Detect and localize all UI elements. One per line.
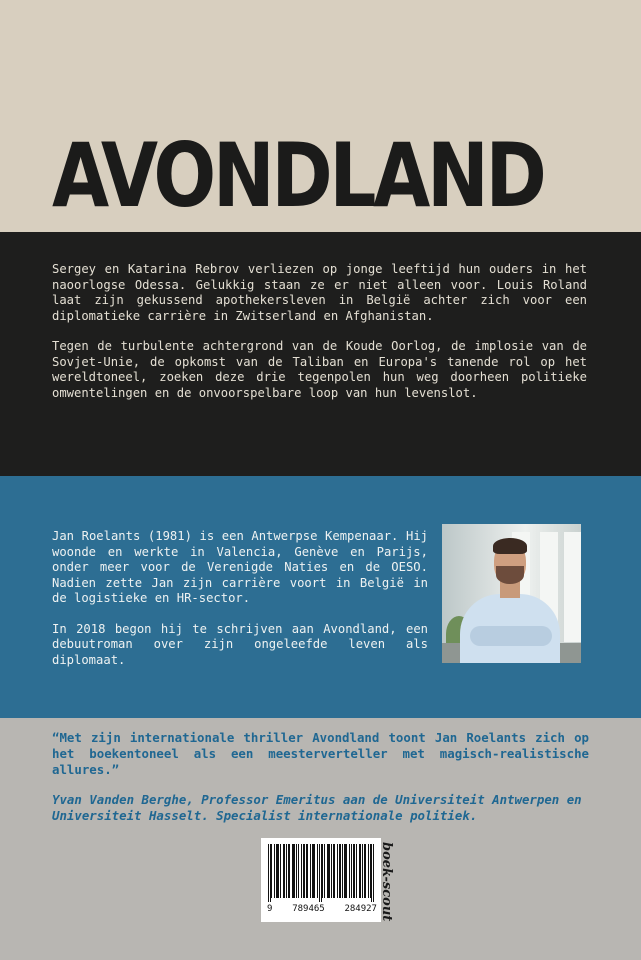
barcode-bar	[304, 844, 305, 898]
barcode-bar	[286, 844, 287, 898]
barcode-bar	[294, 844, 295, 898]
barcode-bar	[329, 844, 330, 898]
barcode-bar	[368, 844, 369, 898]
barcode-bar	[274, 844, 275, 898]
barcode-bar	[298, 844, 299, 898]
barcode-bar	[351, 844, 352, 898]
barcode-bar	[278, 844, 279, 898]
endorsement-quote: “Met zijn internationale thriller Avondland toont Jan Roelants zich op het boekentoneel als een meesterverteller met magisch-realistische allures.”	[52, 730, 589, 777]
isbn-digits	[267, 904, 377, 914]
isbn-digit-group: 789465	[292, 904, 325, 914]
barcode-bar	[359, 844, 360, 898]
barcode-bar	[321, 844, 322, 902]
isbn-digit-group: 284927	[344, 904, 377, 914]
barcode-bar	[270, 844, 271, 902]
summary-paragraph: Sergey en Katarina Rebrov verliezen op jonge leeftijd hun ouders in het naoorlogse Odessa. Gelukkig staan ze er niet alleen voor. Louis Roland laat zijn gekussend apothekersleven in België achter zich voor een diplomatieke carrière in Zwitserland en Afghanistan.	[52, 262, 587, 323]
barcode-bar	[310, 844, 311, 898]
barcode-bar	[340, 844, 341, 898]
barcode-bar	[313, 844, 314, 898]
barcode-bar	[324, 844, 325, 898]
barcode-bar	[293, 844, 294, 898]
isbn-digit-group: 9	[267, 904, 273, 914]
barcode-bar	[349, 844, 350, 898]
barcode-bar	[277, 844, 278, 898]
author-bio-paragraph: Jan Roelants (1981) is een Antwerpse Kempenaar. Hij woonde en werkte in Valencia, Genève en Parijs, onder meer voor de Verenigde Naties en de OESO. Nadien zette Jan zijn carrière voort in België in de logistieke en HR-sector.	[52, 529, 428, 605]
barcode-bar	[337, 844, 338, 898]
publisher-name: boek-scout	[379, 842, 394, 922]
book-summary	[52, 262, 587, 416]
barcode-bars	[267, 844, 375, 902]
barcode-bar	[373, 844, 374, 902]
barcode-bar	[327, 844, 328, 898]
summary-paragraph: Tegen de turbulente achtergrond van de Koude Oorlog, de implosie van de Sovjet-Unie, de opkomst van de Taliban en Europa's tanende rol op het wereldtoneel, zoeken deze drie tegenpolen hun weg doorheen politieke omwentelingen en de onvoorspelbare loop van hun levenslot.	[52, 339, 587, 400]
barcode-bar	[284, 844, 285, 898]
barcode-bar	[314, 844, 315, 898]
barcode-bar	[328, 844, 329, 898]
barcode-bar	[362, 844, 363, 898]
barcode-bar	[319, 844, 320, 902]
barcode-bar	[342, 844, 343, 898]
barcode-bar	[296, 844, 297, 898]
publisher-logo	[379, 842, 404, 922]
barcode-bar	[306, 844, 307, 898]
author-bio-paragraph: In 2018 begon hij te schrijven aan Avondland, een debuutroman over zijn ongeleefde leven als diplomaat.	[52, 621, 428, 667]
barcode-bar	[322, 844, 323, 898]
barcode-bar	[288, 844, 289, 898]
barcode-bar	[353, 844, 354, 898]
author-photo	[442, 524, 581, 663]
barcode-bar	[370, 844, 371, 898]
barcode-bar	[339, 844, 340, 898]
barcode-bar	[334, 844, 335, 898]
book-title: AVONDLAND	[52, 124, 544, 227]
barcode-bar	[276, 844, 277, 898]
barcode-bar	[307, 844, 308, 898]
barcode-bar	[345, 844, 346, 898]
barcode-bar	[365, 844, 366, 898]
barcode-bar	[317, 844, 318, 898]
endorsement-attribution: Yvan Vanden Berghe, Professor Emeritus aan de Universiteit Antwerpen en Universiteit Hasselt. Specialist internationale politiek.	[52, 792, 582, 823]
barcode-bar	[303, 844, 304, 898]
barcode-bar	[333, 844, 334, 898]
barcode-bar	[364, 844, 365, 898]
barcode-bar	[346, 844, 347, 898]
barcode-bar	[356, 844, 357, 898]
barcode-bar	[292, 844, 293, 898]
barcode-bar	[344, 844, 345, 898]
barcode-bar	[280, 844, 281, 898]
barcode-bar	[289, 844, 290, 898]
isbn-barcode	[261, 838, 381, 922]
barcode-bar	[301, 844, 302, 898]
barcode-bar	[268, 844, 269, 902]
barcode-bar	[283, 844, 284, 898]
barcode-bar	[271, 844, 272, 898]
author-bio	[52, 529, 428, 683]
barcode-bar	[371, 844, 372, 902]
barcode-bar	[360, 844, 361, 898]
barcode-bar	[312, 844, 313, 898]
barcode-bar	[331, 844, 332, 898]
barcode-bar	[354, 844, 355, 898]
